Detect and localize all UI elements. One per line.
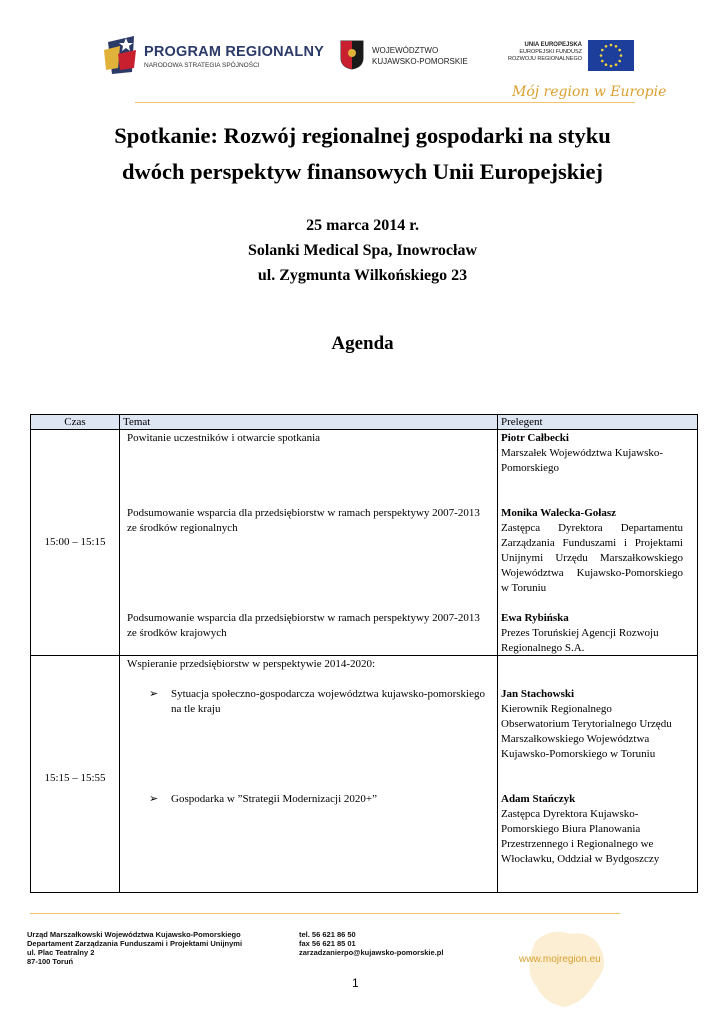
program-regionalny-logo xyxy=(104,34,325,84)
arrow-bullet-icon: ➢ xyxy=(149,793,159,805)
speaker-name: Monika Walecka-Gołasz xyxy=(501,507,616,519)
event-address: ul. Zygmunta Wilkońskiego 23 xyxy=(257,267,468,284)
eu-line1: UNIA EUROPEJSKA xyxy=(524,42,582,48)
title-line2: dwóch perspektyw finansowych Unii Europejskiej xyxy=(122,159,603,184)
title-line1: Spotkanie: Rozwój regionalnej gospodarki na styku xyxy=(114,123,611,148)
header-divider xyxy=(135,102,635,103)
speaker-role: Kierownik Regionalnego Obserwatorium Terytorialnego Urzędu Marszałkowskiego Województwa Kujawsko-Pomorskiego w Toruniu xyxy=(501,703,672,760)
footer-contact xyxy=(299,930,443,957)
column-divider xyxy=(497,415,498,892)
footer-city: 87-100 Toruń xyxy=(27,957,74,966)
footer-website-link[interactable]: www.mojregion.eu xyxy=(519,954,601,965)
motto: Mój region w Europie xyxy=(512,84,667,100)
footer-org2: Departament Zarządzania Funduszami i Projektami Unijnymi xyxy=(27,939,243,948)
header-speaker: Prelegent xyxy=(501,416,543,428)
page-number: 1 xyxy=(352,976,359,990)
header-time: Czas xyxy=(64,416,86,428)
footer-address xyxy=(27,930,242,966)
program-title: PROGRAM REGIONALNY xyxy=(144,44,325,60)
topic-cell: Podsumowanie wsparcia dla przedsiębiorstw w ramach perspektywy 2007-2013 ze środków krajowych xyxy=(127,612,480,639)
document-title xyxy=(40,118,685,190)
speaker-cell xyxy=(501,792,683,867)
eu-line3: ROZWOJU REGIONALNEGO xyxy=(508,56,582,62)
region-line2: KUJAWSKO-POMORSKIE xyxy=(372,57,468,66)
footer-divider xyxy=(30,913,620,914)
speaker-cell xyxy=(501,687,683,762)
speaker-role: Marszałek Województwa Kujawsko-Pomorskiego xyxy=(501,447,664,474)
program-subtitle: NARODOWA STRATEGIA SPÓJNOŚCI xyxy=(144,62,260,69)
time-cell: 15:15 – 15:55 xyxy=(44,772,106,784)
speaker-cell xyxy=(501,431,683,476)
speaker-cell xyxy=(501,611,683,656)
eu-flag-icon xyxy=(588,40,634,71)
topic-cell: Podsumowanie wsparcia dla przedsiębiorstw w ramach perspektywy 2007-2013 ze środków regionalnych xyxy=(127,507,480,534)
footer-tel: tel. 56 621 86 50 xyxy=(299,930,356,939)
agenda-table xyxy=(30,414,698,893)
speaker-role: Zastępca Dyrektora Departamentu Zarządzania Funduszami i Projektami Unijnymi Urzędu Marszałkowskiego Województwa Kujawsko-Pomorskiego w Toruniu xyxy=(501,522,683,594)
arrow-bullet-icon: ➢ xyxy=(149,688,159,700)
topic-intro: Wspieranie przedsiębiorstw w perspektywie 2014-2020: xyxy=(127,658,376,670)
footer-fax: fax 56 621 85 01 xyxy=(299,939,356,948)
footer-org1: Urząd Marszałkowski Województwa Kujawsko-Pomorskiego xyxy=(27,930,241,939)
agenda-heading: Agenda xyxy=(331,333,394,354)
eu-line2: EUROPEJSKI FUNDUSZ xyxy=(519,49,582,55)
speaker-role: Zastępca Dyrektora Kujawsko-Pomorskiego Biura Planowania Przestrzennego i Regionalnego we Włocławku, Oddział w Bydgoszczy xyxy=(501,808,660,865)
header-topic: Temat xyxy=(123,416,151,428)
eu-logo xyxy=(506,40,636,74)
event-details xyxy=(40,213,685,288)
footer-email[interactable]: zarzadzanierpo@kujawsko-pomorskie.pl xyxy=(299,948,444,957)
column-divider xyxy=(119,415,120,892)
speaker-name: Adam Stańczyk xyxy=(501,793,576,805)
event-venue: Solanki Medical Spa, Inowrocław xyxy=(247,242,478,259)
event-date: 25 marca 2014 r. xyxy=(306,217,419,234)
footer-street: ul. Plac Teatralny 2 xyxy=(27,948,95,957)
speaker-role: Prezes Toruńskiej Agencji Rozwoju Regionalnego S.A. xyxy=(501,627,659,654)
topic-cell: Sytuacja społeczno-gospodarcza województwa kujawsko-pomorskiego na tle kraju xyxy=(171,688,485,715)
topic-cell: Gospodarka w ”Strategii Modernizacji 2020+” xyxy=(171,793,377,805)
time-cell: 15:00 – 15:15 xyxy=(44,536,106,548)
speaker-name: Jan Stachowski xyxy=(501,688,575,700)
speaker-name: Piotr Całbecki xyxy=(501,432,569,444)
topic-cell: Powitanie uczestników i otwarcie spotkania xyxy=(127,432,321,444)
program-regionalny-mark-icon xyxy=(104,34,138,76)
region-line1: WOJEWÓDZTWO xyxy=(372,46,439,55)
region-crest-icon xyxy=(340,40,364,70)
region-logo xyxy=(340,40,480,74)
speaker-name: Ewa Rybińska xyxy=(501,612,569,624)
speaker-cell xyxy=(501,506,683,596)
region-map-watermark-icon xyxy=(515,922,615,1012)
